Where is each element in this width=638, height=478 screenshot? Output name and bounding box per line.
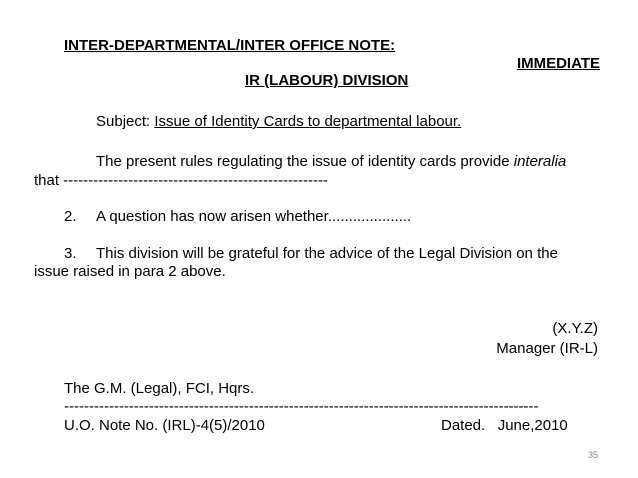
- paragraph-1-continuation: that -----------------------------------------------------: [34, 172, 328, 189]
- paragraph-1-italic: interalia: [513, 153, 567, 170]
- paragraph-3-continuation: issue raised in para 2 above.: [34, 263, 226, 280]
- signature-initials: (X.Y.Z): [552, 320, 598, 337]
- signature-title: Manager (IR-L): [496, 340, 598, 357]
- paragraph-2-number: 2.: [64, 208, 77, 225]
- paragraph-3-text: This division will be grateful for the advice of the Legal Division on the: [96, 245, 558, 262]
- priority-label: IMMEDIATE: [516, 55, 600, 72]
- paragraph-2-text: A question has now arisen whether....................: [96, 208, 412, 225]
- dated-line: Dated. June,2010: [441, 417, 568, 434]
- subject-line: [96, 113, 461, 131]
- subject-prefix: Subject:: [96, 113, 155, 130]
- page-number: 35: [588, 450, 599, 460]
- paragraph-1-text: The present rules regulating the issue of identity cards provide: [96, 153, 514, 170]
- subject-text: Issue of Identity Cards to departmental labour.: [154, 113, 462, 130]
- paragraph-1: [96, 153, 566, 171]
- note-heading: INTER-DEPARTMENTAL/INTER OFFICE NOTE:: [64, 37, 396, 54]
- separator-line: -----------------------------------------------------------------------------------------------: [64, 398, 539, 415]
- division-title: IR (LABOUR) DIVISION: [245, 72, 409, 89]
- paragraph-3-number: 3.: [64, 245, 77, 262]
- uo-note-number: U.O. Note No. (IRL)-4(5)/2010: [64, 417, 265, 434]
- addressee: The G.M. (Legal), FCI, Hqrs.: [64, 380, 255, 397]
